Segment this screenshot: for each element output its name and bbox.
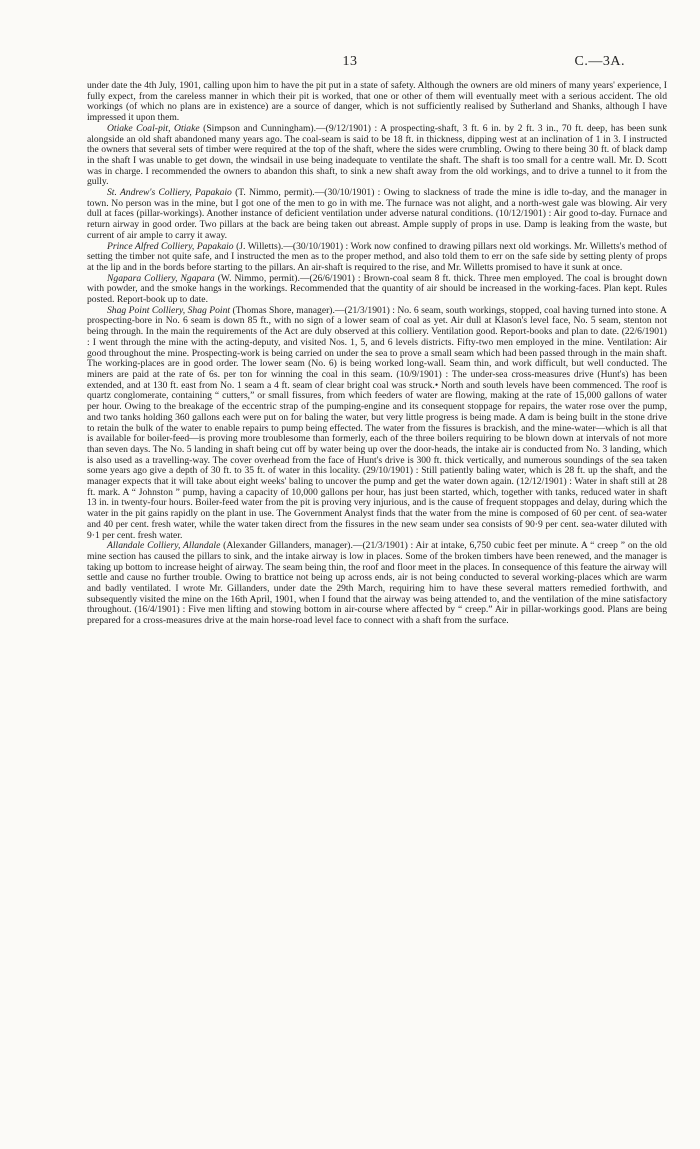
colliery-name: Otiake Coal-pit, Otiake [107, 122, 200, 134]
colliery-name: Allandale Colliery, Allandale [107, 540, 221, 552]
document-reference: C.—3A. [574, 54, 625, 69]
colliery-name: Prince Alfred Colliery, Papakaio [107, 240, 234, 252]
paragraph-text: (T. Nimmo, permit).—(30/10/1901) : Owing to slackness of trade the mine is idle to-day, and the manager in town. No person was in the mine, but I got one of the men to go in with me. The furnace was not alight, and a north-west gale was blowing. Air very dull at faces (pillar-workings). Another instance of deficient ventilation under adverse natural conditions. (10/12/1901) : Air good to-day. Furnace and return airway in good order. Two pillars at the back are being taken out abreast. Ample supply of props in use. Damp is leaking from the waste, but current of air ample to carry it away. [87, 187, 667, 241]
page-number: 13 [342, 54, 358, 69]
paragraph-allandale [87, 541, 667, 627]
colliery-name: Ngapara Colliery, Ngapara [107, 272, 215, 284]
paragraph-text: (J. Willetts).—(30/10/1901) : Work now confined to drawing pillars next old workings. Mr. Willetts's method of setting the timber not quite safe, and I instructed the men as to the proper method, and also told them to err on the safe side by setting plenty of props at the lip and in the bords before starting to the pillars. An air-shaft is required to the rise, and Mr. Willetts promised to have it sunk at once. [87, 240, 668, 273]
paragraph-shag-point [87, 306, 667, 541]
colliery-name: Shag Point Colliery, Shag Point [107, 304, 231, 316]
paragraph-text: (Simpson and Cunningham).—(9/12/1901) : A prospecting-shaft, 3 ft. 6 in. by 2 ft. 3 in., 70 ft. deep, has been sunk alongside an old shaft abandoned many years ago. The coal-seam is said to be 18 ft. in thickness, dipping west at an inclination of 1 in 3. I instructed the owners that several sets of timber were required at the top of the shaft, where the sides were crumbling. Owing to there being 30 ft. of black damp in the shaft I was unable to get down, the windsail in use being inadequate to ventilate the shaft. The shaft is too small for a centre wall. Mr. D. Scott was in charge. I recommended the owners to abandon this shaft, to sink a new shaft away from the old workings, and to drive a tunnel to it from the gully. [87, 122, 667, 188]
paragraph-continuation [87, 81, 667, 124]
paragraph-text: under date the 4th July, 1901, calling upon him to have the pit put in a state of safety. Although the owners are old miners of many years' experience, I fully expect, from the careless manner in which their pit is worked, that one or other of them will eventually meet with a serious accident. The old workings (of which no plans are in existence) are a source of danger, which is not sufficiently realised by Sutherland and Shanks, although I have impressed it upon them. [87, 80, 667, 124]
paragraph-text: (Alexander Gillanders, manager).—(21/3/1901) : Air at intake, 6,750 cubic feet per minute. A “ creep ” on the old mine section has caused the pillars to sink, and the intake airway is low in places. Some of the broken timbers have been renewed, and the manager is taking up bottom to increase height of airway. The seam being thin, the roof and floor meet in the places. In consequence of this feature the airway will settle and cause no further trouble. Owing to brattice not being up across ends, air is not being conducted to several working-places which are warm and badly ventilated. I wrote Mr. Gillanders, under date the 29th March, requiring him to have these several matters remedied forthwith, and subsequently visited the mine on the 16th April, 1901, when I found that the airway was being attended to, and the ventilation of the mine satisfactory throughout. (16/4/1901) : Five men lifting and stowing bottom in air-course where affected by “ creep.” Air in pillar-workings good. Plans are being prepared for a cross-measures drive at the main horse-road level face to connect with a shaft from the surface. [87, 540, 667, 627]
paragraph-text: (Thomas Shore, manager).—(21/3/1901) : No. 6 seam, south workings, stopped, coal having turned into stone. A prospecting-bore in No. 6 seam is down 85 ft., with no sign of a lower seam of coal as yet. Air dull at Klason's level face, No. 5 seam, stenton not being through. In the main the requirements of the Act are duly observed at this colliery. Ventilation good. Report-books and plan to date. (22/6/1901) : I went through the mine with the acting-deputy, and visited Nos. 1, 5, and 6 levels districts. Fifty-two men employed in the mine. Ventilation: Air good throughout the mine. Prospecting-work is being carried on under the sea to prove a small seam which had been passed through in the main shaft. The working-places are in good order. The lower seam (No. 6) is being worked long-wall. Seam thin, and work difficult, but well conducted. The miners are paid at the rate of 6s. per ton for winning the coal in this seam. (10/9/1901) : The under-sea cross-measures drive (Hunt's) has been extended, and at 130 ft. east from No. 1 seam a 4 ft. seam of clear bright coal was struck.• North and south levels have been commenced. The roof is quartz conglomerate, containing “ cutters,” or small fissures, from which feeders of water are flowing, making at the rate of 15,000 gallons of water per hour. Owing to the breakage of the eccentric strap of the pumping-engine and its consequent stoppage for repairs, the water rose over the pump, and two tanks holding 360 gallons each were put on for baling the water, but very little progress is being made. A dam is being built in the stone drive to retain the bulk of the water to enable repairs to pump being effected. The water from the fissures is brackish, and the mine-water—which is all that is available for boiler-feed—is proving more troublesome than formerly, each of the three boilers requiring to be blown down at intervals of not more than seven days. The No. 5 landing in shaft being cut off by water being up over the door-heads, the intake air is conducted from No. 3 landing, which is also used as a travelling-way. The cover overhead from the face of Hunt's drive is 300 ft. thick vertically, and numerous soundings of the sea taken some years ago give a depth of 30 ft. to 35 ft. of water in this locality. (29/10/1901) : Still patiently baling water, which is 28 ft. up the shaft, and the manager expects that it will take about eight weeks' baling to uncover the pump and get the water down again. (12/12/1901) : Water in shaft still at 28 ft. mark. A “ Johnston ” pump, having a capacity of 10,000 gallons per hour, has just been started, which, together with tanks, reduced water in shaft 13 in. in twenty-four hours. Boiler-feed water from the pit is proving very injurious, and is the cause of frequent stoppages and delay, during which the water in the pit gains rapidly on the plant in use. The Government Analyst finds that the water from the mine is composed of 60 per cent. of sea-water and 40 per cent. fresh water, while the water taken direct from the fissures in the new seam under sea consists of 90·9 per cent. sea-water diluted with 9·1 per cent. fresh water. [87, 304, 667, 541]
paragraph-prince-alfred [87, 242, 667, 274]
paragraph-text: (W. Nimmo, permit).—(26/6/1901) : Brown-coal seam 8 ft. thick. Three men employed. The coal is brought down with powder, and the smoke hangs in the workings. Recommended that the quantity of air should be increased in the working-faces. Plan kept. Rules posted. Report-book up to date. [87, 272, 667, 306]
report-body [87, 81, 667, 627]
paragraph-ngapara [87, 274, 667, 306]
paragraph-st-andrews [87, 188, 667, 242]
colliery-name: St. Andrew's Colliery, Papakaio [107, 187, 232, 199]
paragraph-otiake [87, 124, 667, 188]
